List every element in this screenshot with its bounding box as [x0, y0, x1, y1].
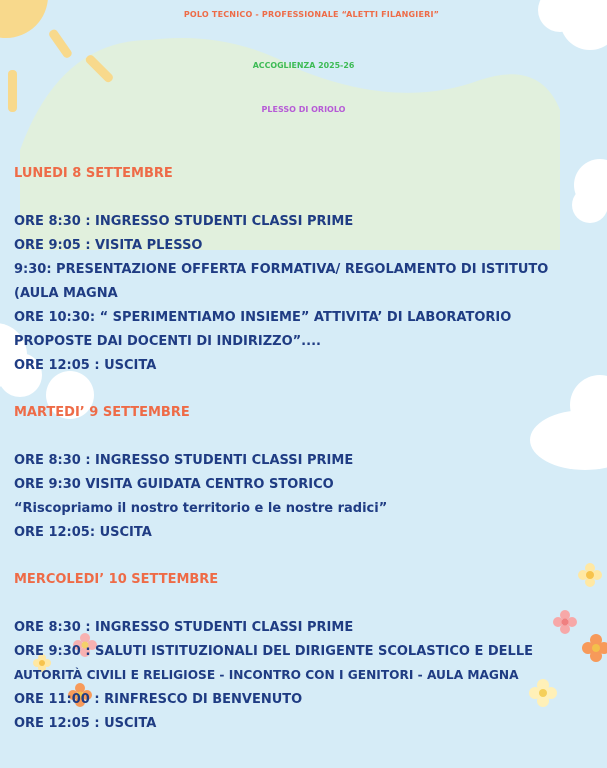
schedule-line: “Riscopriamo il nostro territorio e le nostre radici”: [14, 501, 388, 516]
schedule-line: ORE 12:05 : USCITA: [14, 358, 157, 373]
cloud-right-middle: [530, 375, 607, 470]
schedule-line: ORE 10:30: “ SPERIMENTIAMO INSIEME” ATTIVITA’ DI LABORATORIO: [14, 310, 512, 325]
flower-icon-pink: [553, 610, 577, 634]
day-heading-wednesday: MERCOLEDI’ 10 SETTEMBRE: [14, 572, 219, 587]
schedule-line: ORE 8:30 : INGRESSO STUDENTI CLASSI PRIME: [14, 453, 354, 468]
day-heading-monday: LUNEDI 8 SETTEMBRE: [14, 166, 173, 181]
schedule-line: ORE 12:05 : USCITA: [14, 716, 157, 731]
schedule-line: ORE 9:30 : SALUTI ISTITUZIONALI DEL DIRIGENTE SCOLASTICO E DELLE: [14, 644, 533, 659]
schedule-line: (AULA MAGNA: [14, 286, 118, 301]
schedule-line: ORE 12:05: USCITA: [14, 525, 152, 540]
schedule-line: 9:30: PRESENTAZIONE OFFERTA FORMATIVA/ REGOLAMENTO DI ISTITUTO: [14, 262, 549, 277]
schedule-line: ORE 9:05 : VISITA PLESSO: [14, 238, 203, 253]
school-title: POLO TECNICO - PROFESSIONALE “ALETTI FILANGIERI”: [183, 10, 440, 19]
day-heading-tuesday: MARTEDI’ 9 SETTEMBRE: [14, 405, 190, 420]
schedule-line: ORE 9:30 VISITA GUIDATA CENTRO STORICO: [14, 477, 334, 492]
schedule-line: ORE 8:30 : INGRESSO STUDENTI CLASSI PRIME: [14, 214, 354, 229]
schedule-line: AUTORITÀ CIVILI E RELIGIOSE - INCONTRO CON I GENITORI - AULA MAGNA: [14, 668, 519, 682]
site-title: PLESSO DI ORIOLO: [261, 105, 346, 114]
schedule-line: ORE 11:00 : RINFRESCO DI BENVENUTO: [14, 692, 303, 707]
cloud-right-upper: [572, 159, 607, 223]
flower-icon-yellow: [578, 563, 602, 587]
flower-icon-pale-yellow: [529, 679, 557, 707]
schedule-line: ORE 8:30 : INGRESSO STUDENTI CLASSI PRIME: [14, 620, 354, 635]
schedule-line: PROPOSTE DAI DOCENTI DI INDIRIZZO”....: [14, 334, 321, 349]
event-title: ACCOGLIENZA 2025-26: [252, 61, 355, 70]
flower-icon-orange: [582, 634, 607, 662]
cloud-top-right: [538, 0, 607, 50]
